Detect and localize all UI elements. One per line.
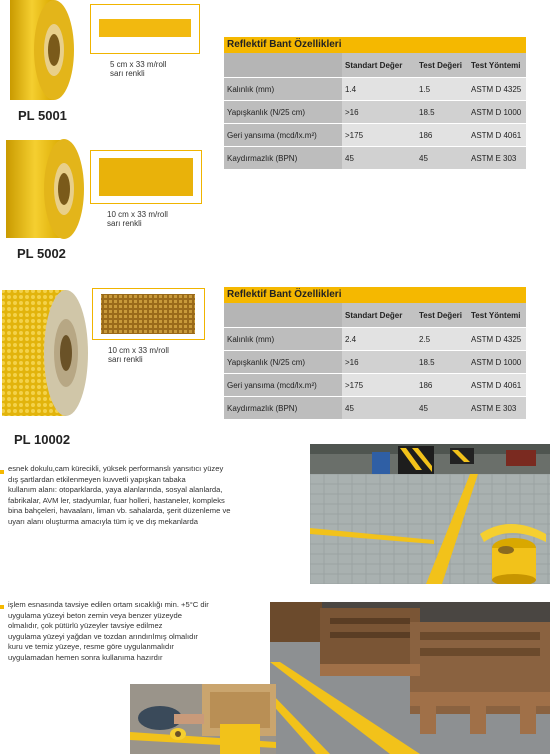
list-item: dış şartlardan etkilenmeyen kuvvetli yapışkan tabaka	[8, 474, 186, 484]
standard-value: >175	[342, 374, 416, 397]
table-row	[224, 328, 526, 351]
list-item: bina bahçeleri, havaalanı, liman vb. sahalarda, şerit düzenleme ve	[8, 506, 231, 516]
spec-table-2	[224, 287, 526, 420]
test-value: 186	[416, 374, 468, 397]
test-value: 18.5	[416, 101, 468, 124]
spec-table-1	[224, 37, 526, 170]
pallet-floor-photo	[270, 602, 550, 754]
product-caption-pl5002: 10 cm x 33 m/roll sarı renkli	[107, 210, 168, 228]
property-name: Kalınlık (mm)	[224, 78, 342, 101]
test-method: ASTM D 4325	[468, 78, 526, 101]
product-code-pl5001: PL 5001	[18, 108, 67, 123]
test-method: ASTM E 303	[468, 147, 526, 170]
table-row	[224, 78, 526, 101]
test-value: 45	[416, 397, 468, 420]
instructions-list	[8, 600, 209, 664]
test-method: ASTM D 1000	[468, 101, 526, 124]
test-value: 45	[416, 147, 468, 170]
property-name: Yapışkanlık (N/25 cm)	[224, 351, 342, 374]
list-item: kuru ve temiz yüzeye, resme göre uygulanmalıdır	[8, 642, 174, 652]
standard-value: >175	[342, 124, 416, 147]
list-item: olmalıdır, çok pütürlü yüzeyler tavsiye edilmez	[8, 621, 163, 631]
spec-header-blank	[224, 303, 342, 328]
list-item: uygulamadan hemen sonra kullanıma hazırdır	[8, 652, 163, 662]
warehouse-floor-photo	[310, 444, 550, 584]
property-name: Kaydırmazlık (BPN)	[224, 397, 342, 420]
product-code-pl5002: PL 5002	[17, 246, 66, 261]
standard-value: 2.4	[342, 328, 416, 351]
tape-roll-pl5001-image	[6, 0, 76, 104]
spec-header-standard: Standart Değer	[342, 53, 416, 78]
table-row	[224, 374, 526, 397]
table-row	[224, 101, 526, 124]
list-item: fabrikalar, AVM ler, stadyumlar, fuar holleri, hastaneler, kompleks	[8, 495, 225, 505]
test-method: ASTM D 1000	[468, 351, 526, 374]
test-method: ASTM E 303	[468, 397, 526, 420]
standard-value: 45	[342, 397, 416, 420]
spec-header-test: Test Değeri	[416, 53, 468, 78]
list-item: uyarı alanı oluşturma amacıyla tüm iç ve dış mekanlarda	[8, 516, 198, 526]
test-value: 186	[416, 124, 468, 147]
spec-header-blank	[224, 53, 342, 78]
bullet-marker	[0, 605, 4, 609]
standard-value: >16	[342, 101, 416, 124]
table-row	[224, 397, 526, 420]
property-name: Yapışkanlık (N/25 cm)	[224, 101, 342, 124]
product-code-pl10002: PL 10002	[14, 432, 71, 447]
standard-value: 45	[342, 147, 416, 170]
table-row	[224, 124, 526, 147]
table-row	[224, 351, 526, 374]
spec-header-standard: Standart Değer	[342, 303, 416, 328]
product-caption-pl5001: 5 cm x 33 m/roll sarı renkli	[110, 60, 167, 78]
property-name: Kaydırmazlık (BPN)	[224, 147, 342, 170]
spec-table-title: Reflektif Bant Özellikleri	[224, 37, 526, 53]
list-item: esnek dokulu,cam kürecikli, yüksek performanslı yansıtıcı yüzey	[8, 464, 224, 473]
property-name: Kalınlık (mm)	[224, 328, 342, 351]
test-method: ASTM D 4325	[468, 328, 526, 351]
tape-roll-pl10002-image	[0, 282, 92, 422]
standard-value: 1.4	[342, 78, 416, 101]
test-value: 18.5	[416, 351, 468, 374]
table-row	[224, 147, 526, 170]
test-value: 2.5	[416, 328, 468, 351]
bullet-marker	[0, 470, 4, 474]
list-item: uygulama yüzeyi beton zemin veya benzer yüzeyde	[8, 610, 182, 620]
property-name: Geri yansıma (mcd/lx.m²)	[224, 374, 342, 397]
standard-value: >16	[342, 351, 416, 374]
test-value: 1.5	[416, 78, 468, 101]
tape-sample-pl5001	[90, 4, 200, 54]
property-name: Geri yansıma (mcd/lx.m²)	[224, 124, 342, 147]
spec-header-method: Test Yöntemi	[468, 303, 526, 328]
list-item: uygulama yüzeyi yağdan ve tozdan arındırılmış olmalıdır	[8, 631, 198, 641]
spec-table-title: Reflektif Bant Özellikleri	[224, 287, 526, 303]
features-list	[8, 464, 230, 528]
test-method: ASTM D 4061	[468, 374, 526, 397]
tape-application-photo	[130, 684, 276, 754]
list-item: işlem esnasında tavsiye edilen ortam sıcaklığı min. +5°C dir	[8, 600, 209, 609]
spec-header-method: Test Yöntemi	[468, 53, 526, 78]
tape-sample-pl10002	[92, 288, 205, 340]
list-item: kullanım alanı: otoparklarda, yaya alanlarında, sosyal alanlarda,	[8, 485, 223, 495]
tape-sample-pl5002	[90, 150, 202, 204]
tape-roll-pl5002-image	[4, 134, 86, 242]
test-method: ASTM D 4061	[468, 124, 526, 147]
product-caption-pl10002: 10 cm x 33 m/roll sarı renkli	[108, 346, 169, 364]
spec-header-test: Test Değeri	[416, 303, 468, 328]
